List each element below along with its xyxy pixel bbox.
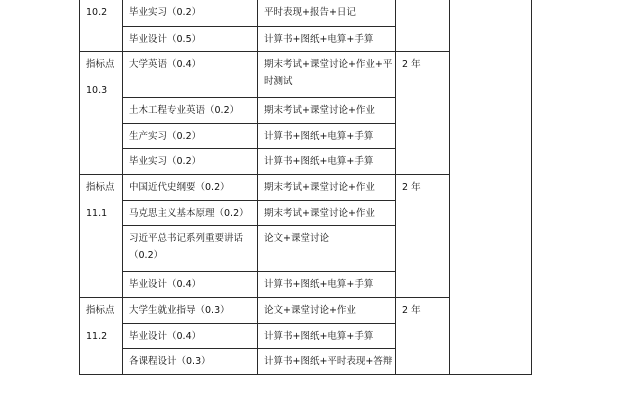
course-cell: 大学英语（0.4）	[123, 51, 258, 97]
indicator-cell	[80, 297, 123, 374]
course-cell: 各课程设计（0.3）	[123, 348, 258, 374]
indicator-cell	[80, 51, 123, 174]
indicator-cell	[80, 174, 123, 297]
indicator-label: 11.1	[86, 207, 108, 219]
remarks-cell	[450, 0, 532, 374]
assessment-method-cell: 计算书+图纸+电算+手算	[258, 26, 396, 51]
course-cell: 土木工程专业英语（0.2）	[123, 97, 258, 123]
assessment-method-cell: 平时表现+报告+日记	[258, 0, 396, 26]
assessment-method-cell: 计算书+图纸+平时表现+答辩	[258, 348, 396, 374]
evaluation-period-cell: 2 年	[396, 297, 450, 374]
assessment-method-cell: 计算书+图纸+电算+手算	[258, 148, 396, 174]
course-cell: 毕业实习（0.2）	[123, 148, 258, 174]
assessment-method-cell: 计算书+图纸+电算+手算	[258, 271, 396, 297]
course-cell: 毕业实习（0.2）	[123, 0, 258, 26]
assessment-method-cell: 期末考试+课堂讨论+作业	[258, 97, 396, 123]
assessment-method-cell: 期末考试+课堂讨论+作业	[258, 200, 396, 225]
assessment-method-cell: 期末考试+课堂讨论+作业+平时测试	[258, 51, 396, 97]
evaluation-period-cell	[396, 0, 450, 51]
course-cell: 马克思主义基本原理（0.2）	[123, 200, 258, 225]
course-cell: 毕业设计（0.4）	[123, 271, 258, 297]
table-row	[80, 0, 532, 26]
evaluation-period-cell: 2 年	[396, 51, 450, 174]
course-cell: 大学生就业指导（0.3）	[123, 297, 258, 323]
indicator-label: 指标点	[86, 181, 115, 193]
indicator-label: 10.2	[86, 7, 108, 18]
assessment-method-cell: 计算书+图纸+电算+手算	[258, 123, 396, 148]
assessment-method-cell: 论文+课堂讨论	[258, 225, 396, 271]
course-cell: 习近平总书记系列重要讲话（0.2）	[123, 225, 258, 271]
assessment-method-cell: 期末考试+课堂讨论+作业	[258, 174, 396, 200]
indicator-label: 指标点	[86, 304, 115, 316]
table-body	[80, 0, 532, 374]
evaluation-period-cell: 2 年	[396, 174, 450, 297]
course-cell: 生产实习（0.2）	[123, 123, 258, 148]
course-cell: 毕业设计（0.5）	[123, 26, 258, 51]
indicator-cell	[80, 0, 123, 51]
course-cell: 毕业设计（0.4）	[123, 323, 258, 348]
requirements-table	[79, 0, 532, 375]
indicator-label: 指标点	[86, 58, 115, 70]
assessment-method-cell: 论文+课堂讨论+作业	[258, 297, 396, 323]
indicator-label: 10.3	[86, 84, 108, 96]
course-cell: 中国近代史纲要（0.2）	[123, 174, 258, 200]
assessment-method-cell: 计算书+图纸+电算+手算	[258, 323, 396, 348]
indicator-label: 11.2	[86, 330, 108, 342]
